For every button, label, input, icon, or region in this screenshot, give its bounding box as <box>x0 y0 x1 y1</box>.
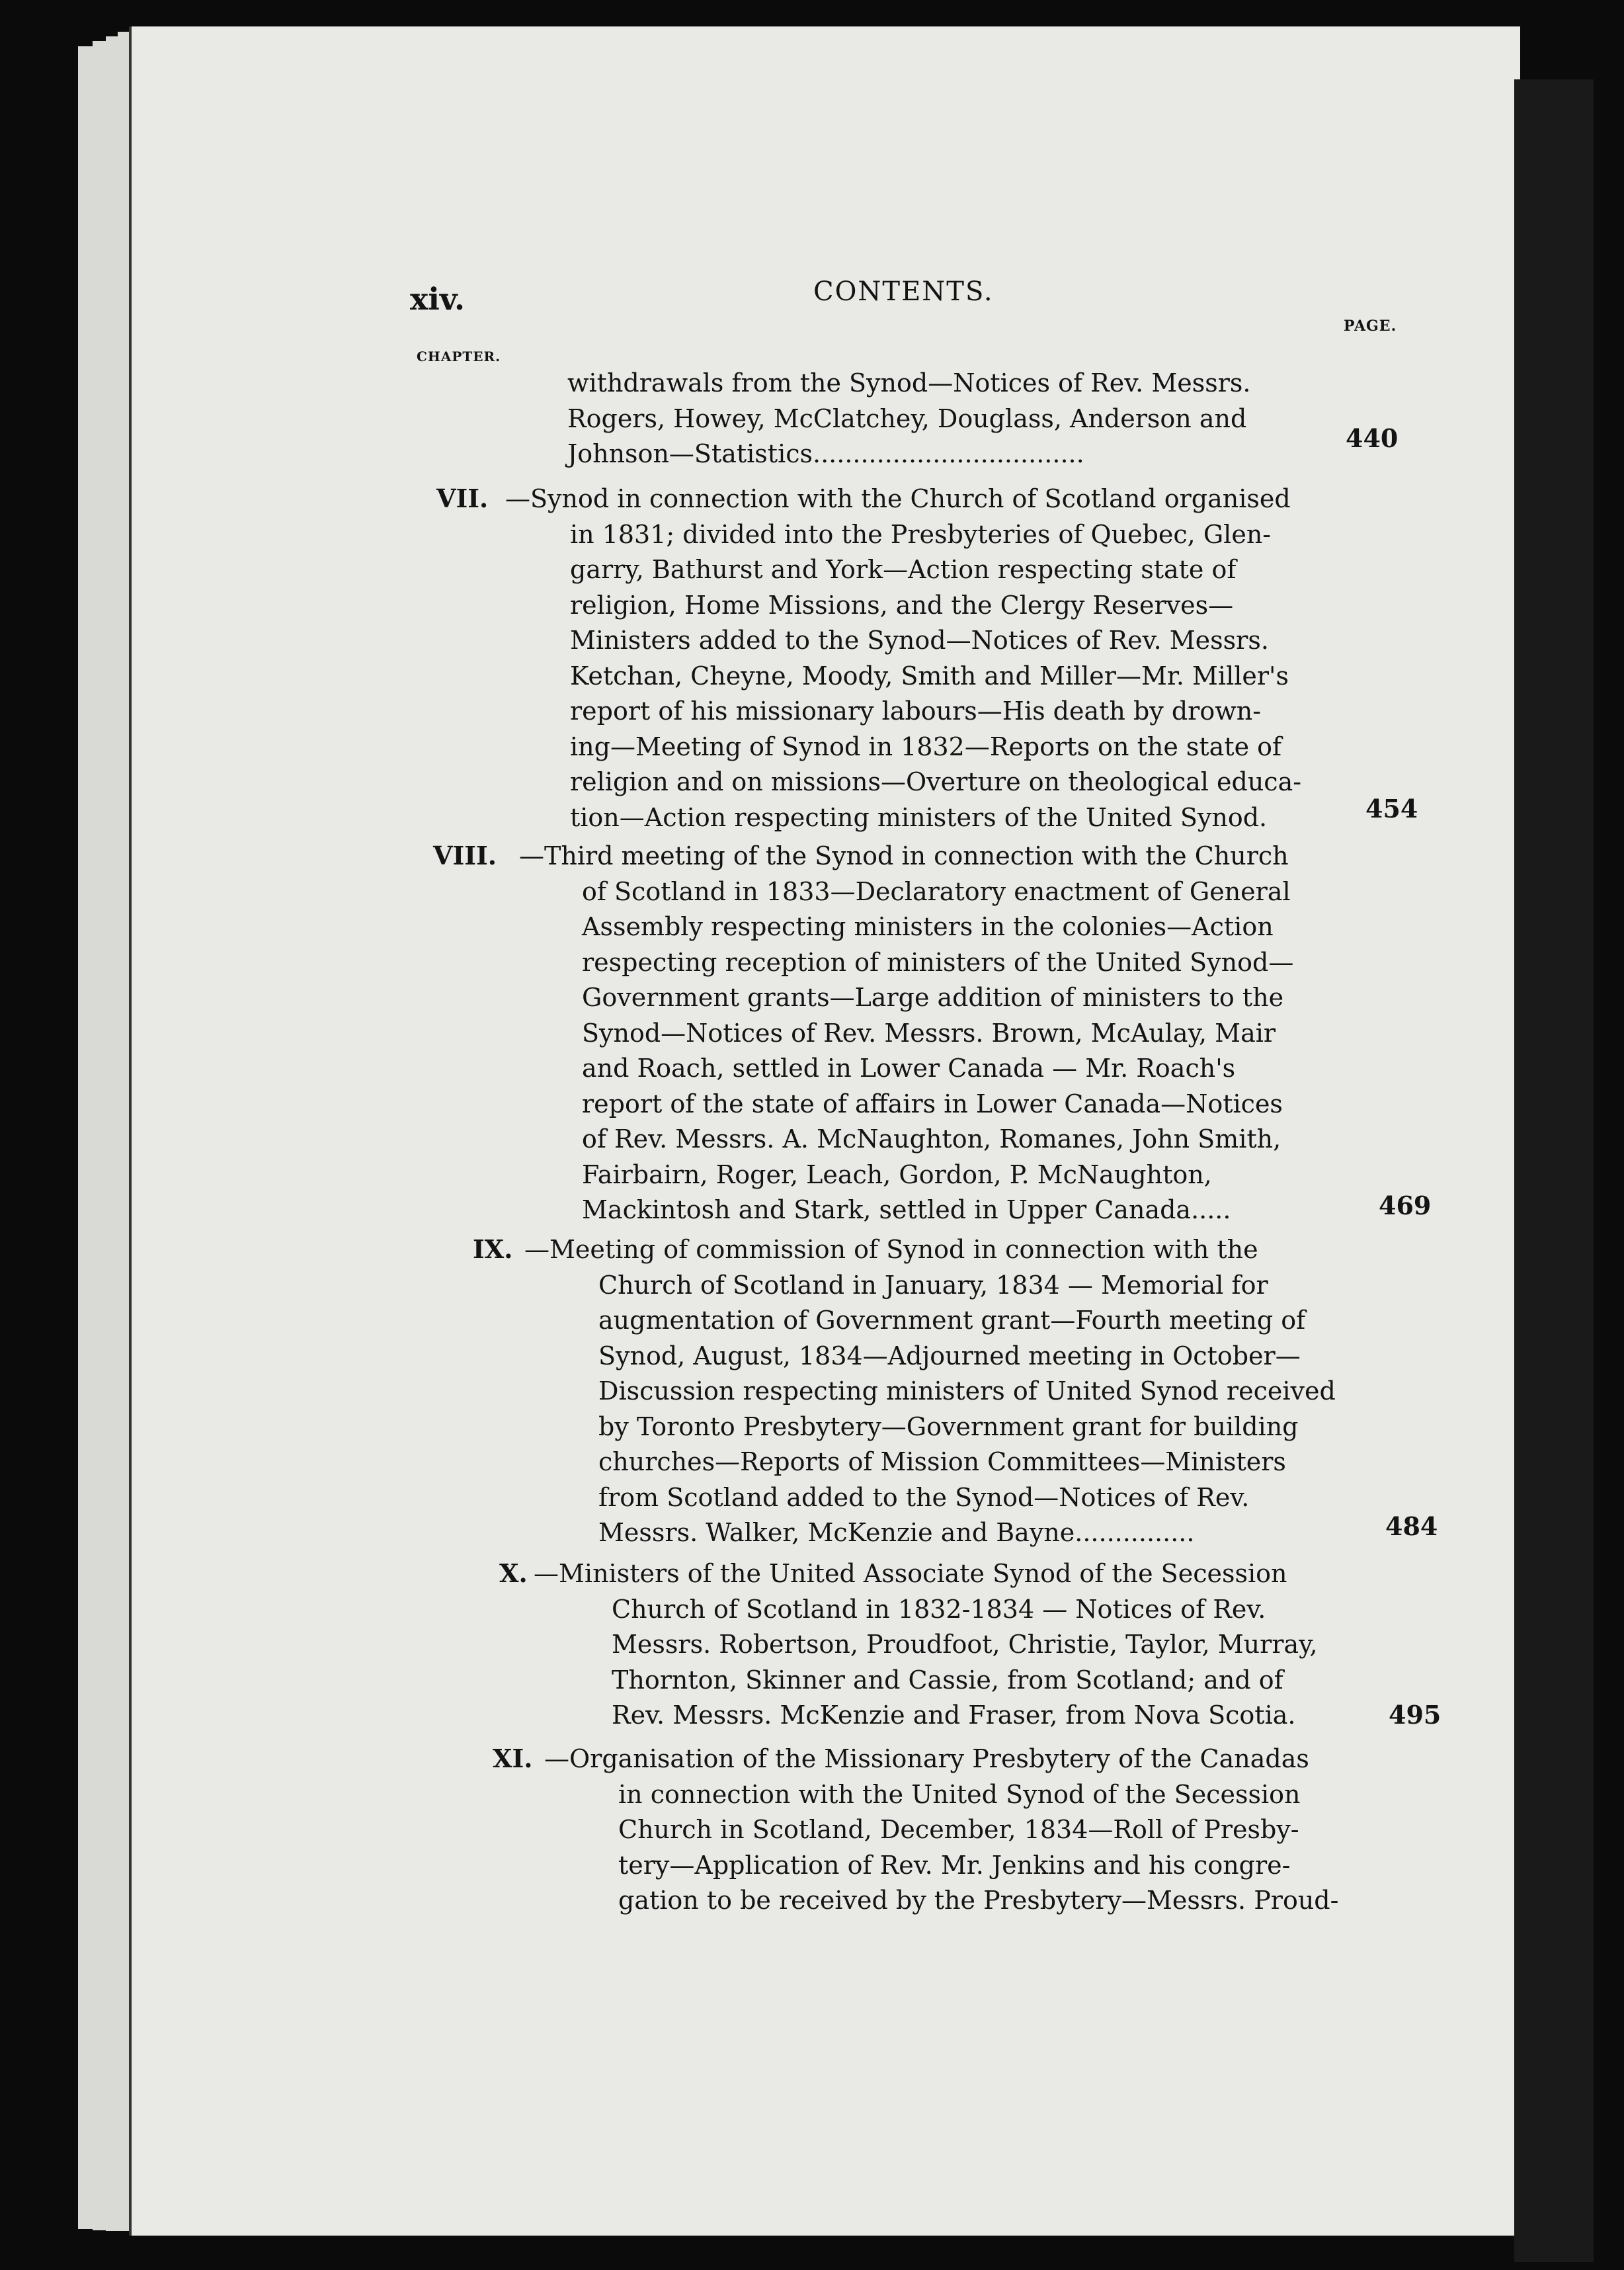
entry-line: by Toronto Presbytery—Government grant for building <box>598 1411 1299 1441</box>
folio-number: xiv. <box>410 281 466 317</box>
entry-line: Rev. Messrs. McKenzie and Fraser, from Nova Scotia. <box>612 1701 1296 1730</box>
entry-line: Synod—Notices of Rev. Messrs. Brown, McAulay, Mair <box>582 1018 1276 1048</box>
page-number: 484 <box>1385 1511 1438 1541</box>
entry-line: and Roach, settled in Lower Canada — Mr. Roach's <box>582 1054 1236 1083</box>
page-number: 495 <box>1389 1700 1441 1730</box>
entry-line: Church in Scotland, December, 1834—Roll of Presby- <box>618 1815 1299 1844</box>
entry-line: Assembly respecting ministers in the colonies—Action <box>582 912 1274 941</box>
entry-line: churches—Reports of Mission Committees—Ministers <box>598 1447 1286 1476</box>
entry-line: Government grants—Large addition of ministers to the <box>582 983 1284 1012</box>
page-column-label: PAGE. <box>1344 317 1397 335</box>
chapter-number: IX. <box>473 1234 513 1264</box>
page-number: 454 <box>1365 794 1418 823</box>
entry-line: religion and on missions—Overture on theological educa- <box>570 767 1302 796</box>
entry-line: —Meeting of commission of Synod in connection with the <box>524 1235 1258 1264</box>
page-number: 469 <box>1379 1191 1432 1220</box>
entry-line: withdrawals from the Synod—Notices of Rev. Messrs. <box>567 368 1251 398</box>
entry-line: in 1831; divided into the Presbyteries of Quebec, Glen- <box>570 519 1272 549</box>
entry-line: tion—Action respecting ministers of the United Synod. <box>570 802 1268 832</box>
entry-line: report of the state of affairs in Lower Canada—Notices <box>582 1089 1283 1118</box>
chapter-number: X. <box>499 1558 528 1588</box>
entry-line: from Scotland added to the Synod—Notices of Rev. <box>598 1482 1250 1512</box>
chapter-number: VII. <box>436 483 489 513</box>
entry-line: Discussion respecting ministers of United Synod received <box>598 1376 1336 1406</box>
entry-line: Mackintosh and Stark, settled in Upper Canada..... <box>582 1195 1231 1224</box>
page-number: 440 <box>1346 423 1399 453</box>
entry-line: Thornton, Skinner and Cassie, from Scotland; and of <box>612 1665 1283 1695</box>
entry-line: respecting reception of ministers of the United Synod— <box>582 947 1294 977</box>
entry-line: of Rev. Messrs. A. McNaughton, Romanes, John Smith, <box>582 1124 1281 1154</box>
entry-line: in connection with the United Synod of the Secession <box>618 1779 1301 1809</box>
entry-line: Ministers added to the Synod—Notices of Rev. Messrs. <box>570 626 1269 655</box>
entry-line: tery—Application of Rev. Mr. Jenkins and his congre- <box>618 1850 1291 1880</box>
entry-line: Messrs. Robertson, Proudfoot, Christie, Taylor, Murray, <box>612 1630 1318 1659</box>
page-title: CONTENTS. <box>813 276 994 307</box>
entry-line: —Ministers of the United Associate Synod of the Secession <box>534 1559 1287 1588</box>
entry-line: of Scotland in 1833—Declaratory enactment of General <box>582 876 1291 906</box>
entry-line: gation to be received by the Presbytery—Messrs. Proud- <box>618 1886 1339 1915</box>
entry-line: Church of Scotland in 1832-1834 — Notices of Rev. <box>612 1594 1266 1624</box>
entry-line: augmentation of Government grant—Fourth meeting of <box>598 1306 1306 1335</box>
entry-line: religion, Home Missions, and the Clergy Reserves— <box>570 590 1234 620</box>
chapter-column-label: CHAPTER. <box>417 349 501 364</box>
entry-line: Messrs. Walker, McKenzie and Bayne............... <box>598 1518 1195 1547</box>
entry-line: Synod, August, 1834—Adjourned meeting in October— <box>598 1341 1301 1370</box>
entry-line: —Synod in connection with the Church of Scotland organised <box>505 484 1291 513</box>
chapter-number: XI. <box>493 1744 533 1773</box>
entry-line: Ketchan, Cheyne, Moody, Smith and Miller—Mr. Miller's <box>570 661 1289 691</box>
entry-line: Church of Scotland in January, 1834 — Memorial for <box>598 1270 1268 1300</box>
entry-line: —Organisation of the Missionary Presbytery of the Canadas <box>544 1744 1309 1773</box>
entry-line: Rogers, Howey, McClatchey, Douglass, Anderson and <box>567 403 1247 433</box>
entry-line: ing—Meeting of Synod in 1832—Reports on the state of <box>570 732 1282 761</box>
entry-line: report of his missionary labours—His death by drown- <box>570 696 1262 726</box>
entry-line: Johnson—Statistics.................................. <box>567 439 1084 468</box>
chapter-number: VIII. <box>433 841 497 870</box>
entry-line: —Third meeting of the Synod in connection with the Church <box>519 841 1289 870</box>
entry-line: garry, Bathurst and York—Action respecting state of <box>570 555 1237 584</box>
entry-line: Fairbairn, Roger, Leach, Gordon, P. McNaughton, <box>582 1159 1212 1189</box>
